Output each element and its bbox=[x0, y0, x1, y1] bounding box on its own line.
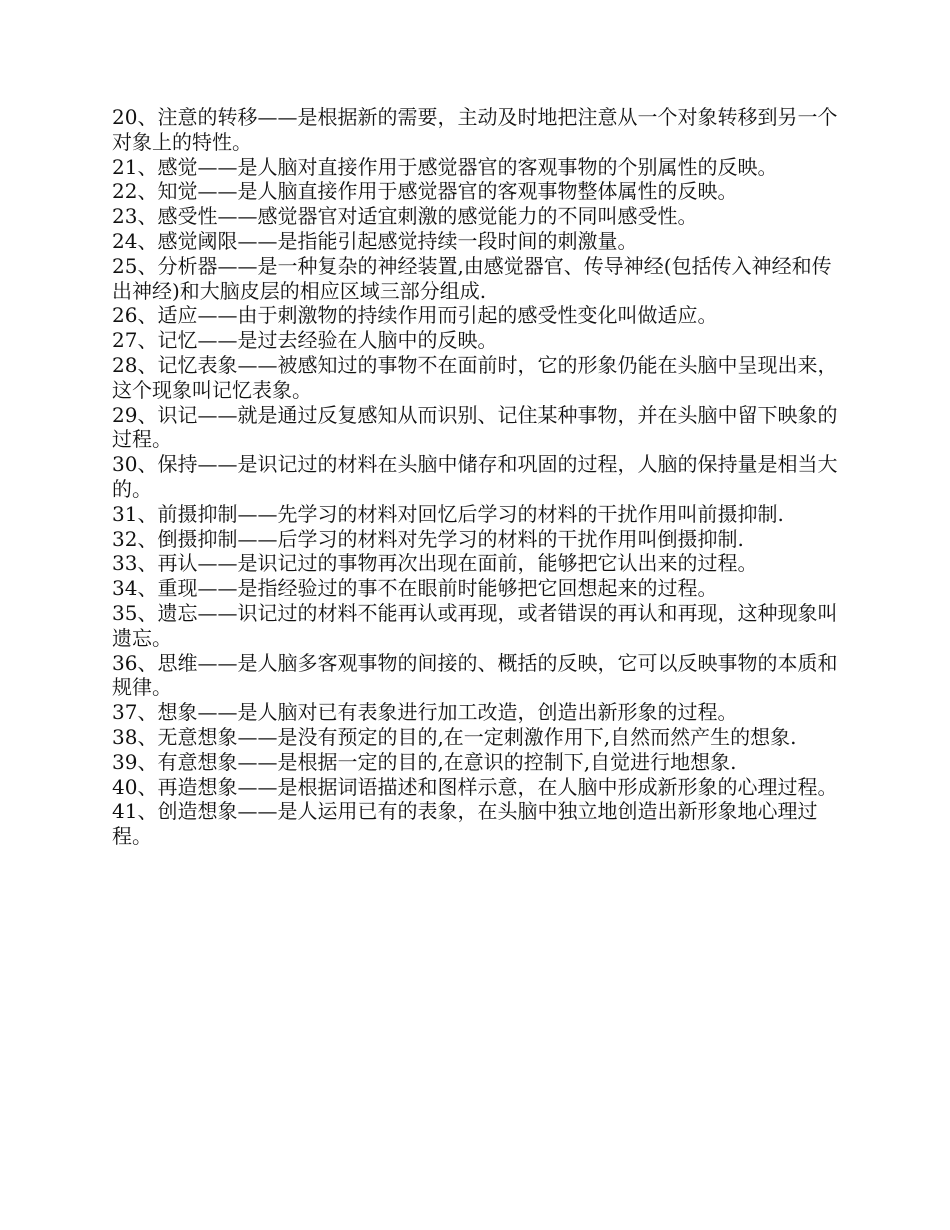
definition-item: 33、再认——是识记过的事物再次出现在面前，能够把它认出来的过程。 bbox=[112, 551, 758, 576]
definition-item: 20、注意的转移——是根据新的需要，主动及时地把注意从一个对象转移到另一个对象上的特性。 bbox=[112, 105, 838, 154]
definition-item: 30、保持——是识记过的材料在头脑中储存和巩固的过程，人脑的保持量是相当大的。 bbox=[112, 452, 838, 501]
definition-item: 35、遗忘——识记过的材料不能再认或再现，或者错误的再认和再现，这种现象叫遗忘。 bbox=[112, 600, 838, 650]
definition-item: 39、有意想象——是根据一定的目的,在意识的控制下,自觉进行地想象. bbox=[112, 749, 737, 774]
definition-item: 40、再造想象——是根据词语描述和图样示意，在人脑中形成新形象的心理过程。 bbox=[112, 774, 838, 799]
definition-item: 38、无意想象——是没有预定的目的,在一定刺激作用下,自然而然产生的想象. bbox=[112, 724, 797, 749]
definition-item: 21、感觉——是人脑对直接作用于感觉器官的客观事物的个别属性的反映。 bbox=[112, 154, 778, 179]
definition-item: 23、感受性——感觉器官对适宜刺激的感觉能力的不同叫感受性。 bbox=[112, 204, 698, 229]
definition-item: 29、识记——就是通过反复感知从而识别、记住某种事物，并在头脑中留下映象的过程。 bbox=[112, 402, 838, 452]
definition-item: 24、感觉阈限——是指能引起感觉持续一段时间的刺激量。 bbox=[112, 228, 638, 253]
document-page bbox=[112, 105, 840, 849]
definition-item: 28、记忆表象——被感知过的事物不在面前时，它的形象仍能在头脑中呈现出来，这个现象叫记忆表象。 bbox=[112, 352, 838, 402]
definition-item: 32、倒摄抑制——后学习的材料对先学习的材料的干扰作用叫倒摄抑制. bbox=[112, 526, 744, 551]
definition-item: 31、前摄抑制——先学习的材料对回忆后学习的材料的干扰作用叫前摄抑制. bbox=[112, 501, 784, 526]
definition-item: 36、思维——是人脑多客观事物的间接的、概括的反映，它可以反映事物的本质和规律。 bbox=[112, 650, 838, 700]
definition-item: 22、知觉——是人脑直接作用于感觉器官的客观事物整体属性的反映。 bbox=[112, 179, 738, 204]
definition-item: 27、记忆——是过去经验在人脑中的反映。 bbox=[112, 328, 498, 353]
definition-item: 26、适应——由于刺激物的持续作用而引起的感受性变化叫做适应。 bbox=[112, 303, 718, 328]
definition-item: 25、分析器——是一种复杂的神经装置,由感觉器官、传导神经(包括传入神经和传出神经)和大脑皮层的相应区域三部分组成. bbox=[112, 253, 832, 303]
definition-item: 37、想象——是人脑对已有表象进行加工改造，创造出新形象的过程。 bbox=[112, 700, 738, 725]
definition-item: 41、创造想象——是人运用已有的表象，在头脑中独立地创造出新形象地心理过程。 bbox=[112, 799, 818, 849]
definition-item: 34、重现——是指经验过的事不在眼前时能够把它回想起来的过程。 bbox=[112, 576, 718, 601]
